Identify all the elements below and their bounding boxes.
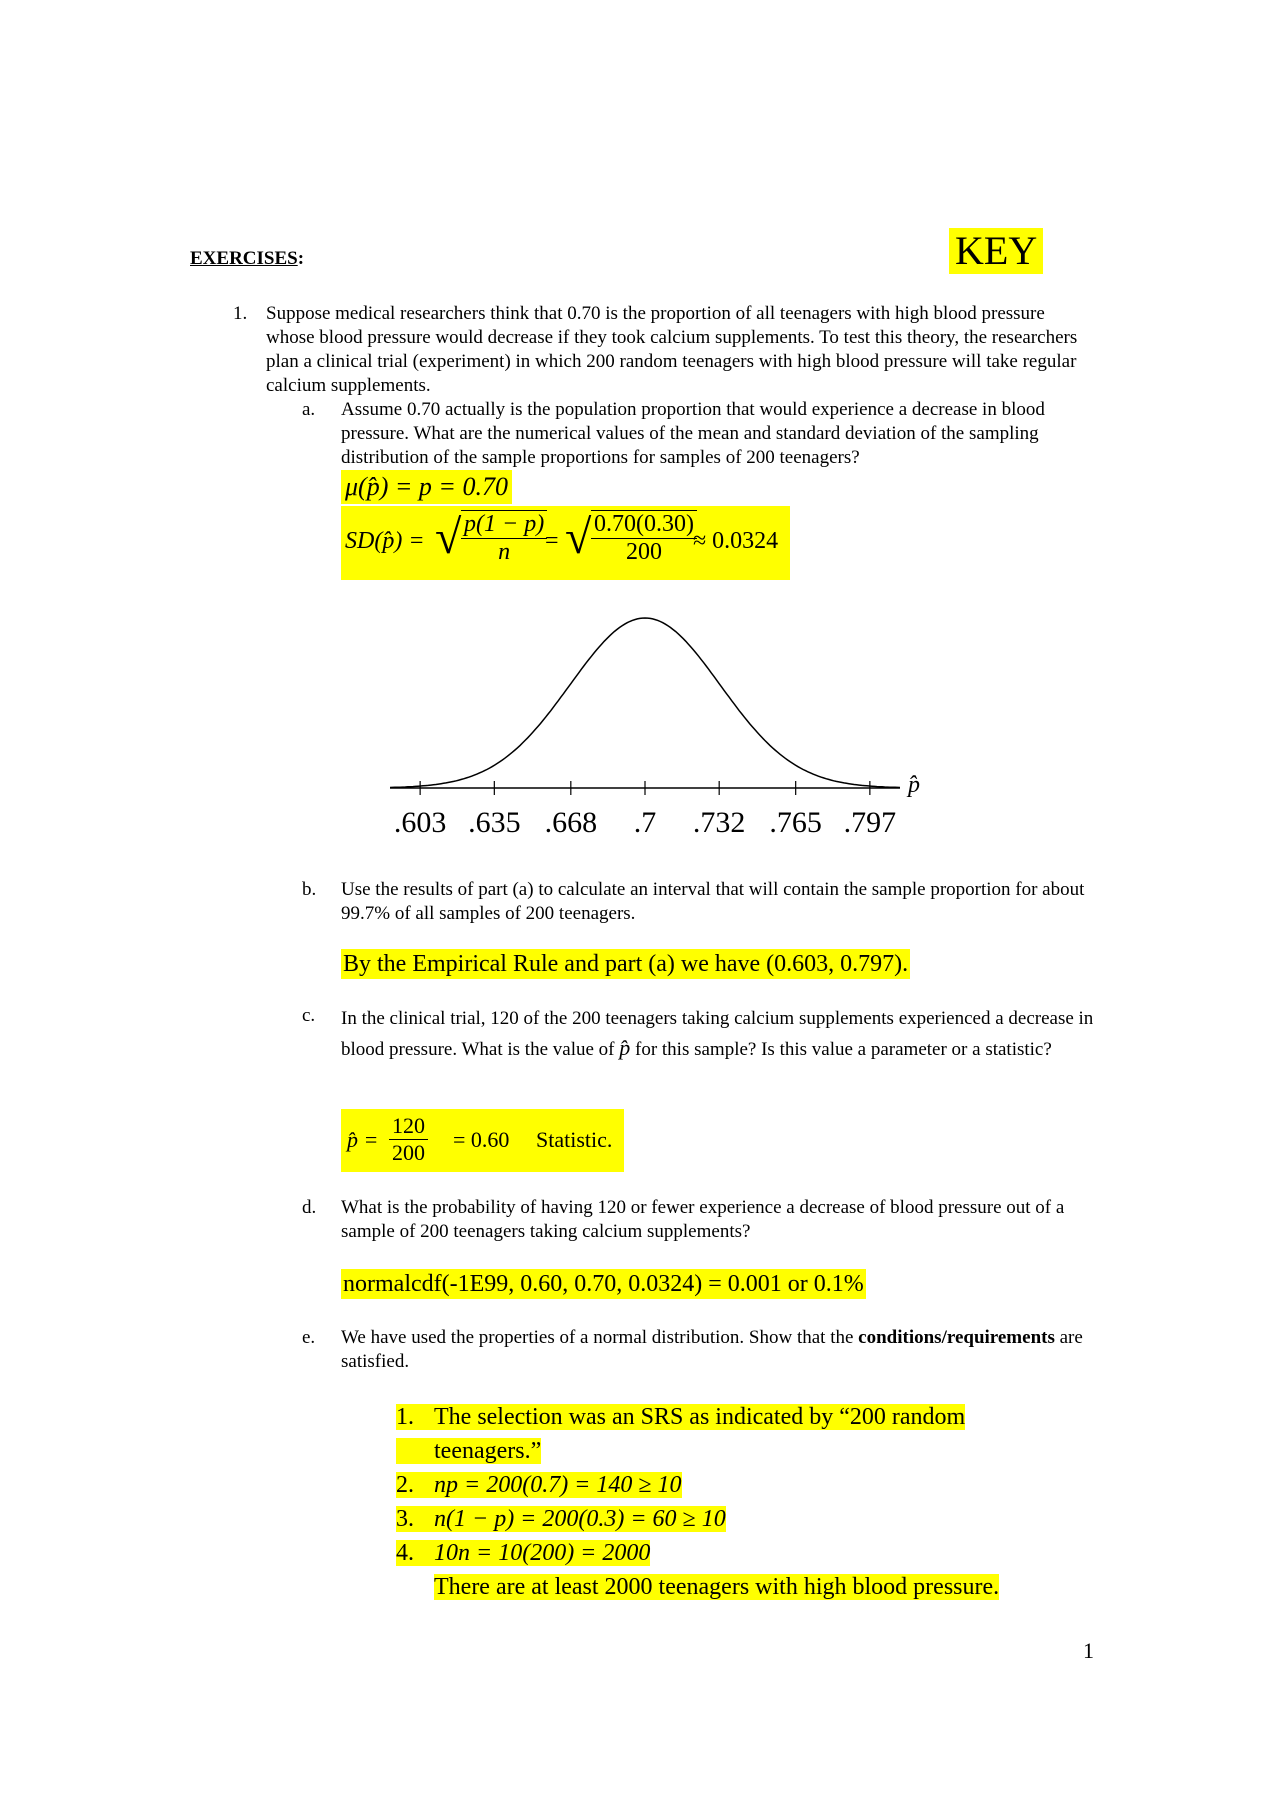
problem-number: 1. xyxy=(233,303,248,324)
part-c-answer: p̂ = $\frac{120}{200}$ = 0.60 Statistic. xyxy=(341,1109,624,1172)
part-a-text: Assume 0.70 actually is the population proportion that would experience a decrease in blood pressure. What are the numerical values of the mean and standard deviation of the sampling distribution of the sample proportions for samples of 200 teenagers? xyxy=(341,399,1045,468)
exercises-heading: EXERCISES: xyxy=(190,248,305,269)
sqrt-symbol-1: √ xyxy=(435,511,462,564)
part-d-text: What is the probability of having 120 or fewer experience a decrease of blood pressure out of a sample of 200 teenagers taking calcium supplements? xyxy=(341,1197,1065,1242)
condition-item-1-cont: teenagers.” xyxy=(396,1434,999,1468)
problem-text: Suppose medical researchers think that 0.70 is the proportion of all teenagers with high blood pressure whose blood pressure would decrease if they took calcium supplements. To test this theory, the researchers plan a clinical trial (experiment) in which 200 random teenagers with high blood pressure will take regular calcium supplements. xyxy=(266,303,1078,396)
part-e-text: We have used the properties of a normal distribution. Show that the conditions/requirements are satisfied. xyxy=(341,1327,1083,1372)
x-tick-label: .635 xyxy=(468,806,521,839)
part-e-letter: e. xyxy=(302,1327,316,1348)
x-tick-label: .7 xyxy=(633,806,657,839)
condition-item-4: 4. 10n = 10(200) = 2000 xyxy=(396,1540,651,1566)
normal-curve-chart xyxy=(380,600,920,850)
conclusion: There are at least 2000 teenagers with high blood pressure. xyxy=(434,1574,1000,1600)
sd-formula: SD(p̂) = √ $\frac{p(1 - p)}{n}$ = √ $\frac{0.70(0.30)}{200}$ ≈ 0.0324 xyxy=(341,506,790,580)
x-tick-label: .603 xyxy=(393,806,447,839)
part-a-letter: a. xyxy=(302,399,316,420)
part-b-text: Use the results of part (a) to calculate an interval that will contain the sample proportion for about 99.7% of all samples of 200 teenagers. xyxy=(341,879,1085,924)
key-label: KEY xyxy=(949,228,1043,274)
conditions-list xyxy=(396,1400,999,1604)
normal-curve xyxy=(390,618,900,788)
condition-item-2: 2. np = 200(0.7) = 140 ≥ 10 xyxy=(396,1472,682,1498)
part-c-text: In the clinical trial, 120 of the 200 teenagers taking calcium supplements experienced a decrease in blood pressure. What is the value of p̂ for this sample? Is this value a parameter or a statistic? xyxy=(341,1008,1094,1060)
part-b-answer: By the Empirical Rule and part (a) we have (0.603, 0.797). xyxy=(343,951,909,977)
page-number: 1 xyxy=(1083,1638,1094,1663)
sqrt-symbol-2: √ xyxy=(565,511,592,564)
x-tick-label: .668 xyxy=(544,806,598,839)
condition-item-1: 1. The selection was an SRS as indicated by “200 random xyxy=(396,1404,966,1430)
condition-item-3: 3. n(1 − p) = 200(0.3) = 60 ≥ 10 xyxy=(396,1506,726,1532)
part-d-letter: d. xyxy=(302,1197,317,1218)
x-tick-label: .732 xyxy=(692,806,746,839)
mean-formula: μ(p̂) = p = 0.70 xyxy=(341,470,512,504)
part-d-answer: normalcdf(-1E99, 0.60, 0.70, 0.0324) = 0.001 or 0.1% xyxy=(343,1271,864,1297)
x-tick-label: .765 xyxy=(769,806,822,839)
part-b-letter: b. xyxy=(302,879,317,900)
p-hat-symbol: p̂ xyxy=(619,1035,631,1060)
part-c-letter: c. xyxy=(302,1005,316,1026)
x-tick-label: .797 xyxy=(843,806,897,839)
x-axis-label: p̂ xyxy=(908,772,920,798)
